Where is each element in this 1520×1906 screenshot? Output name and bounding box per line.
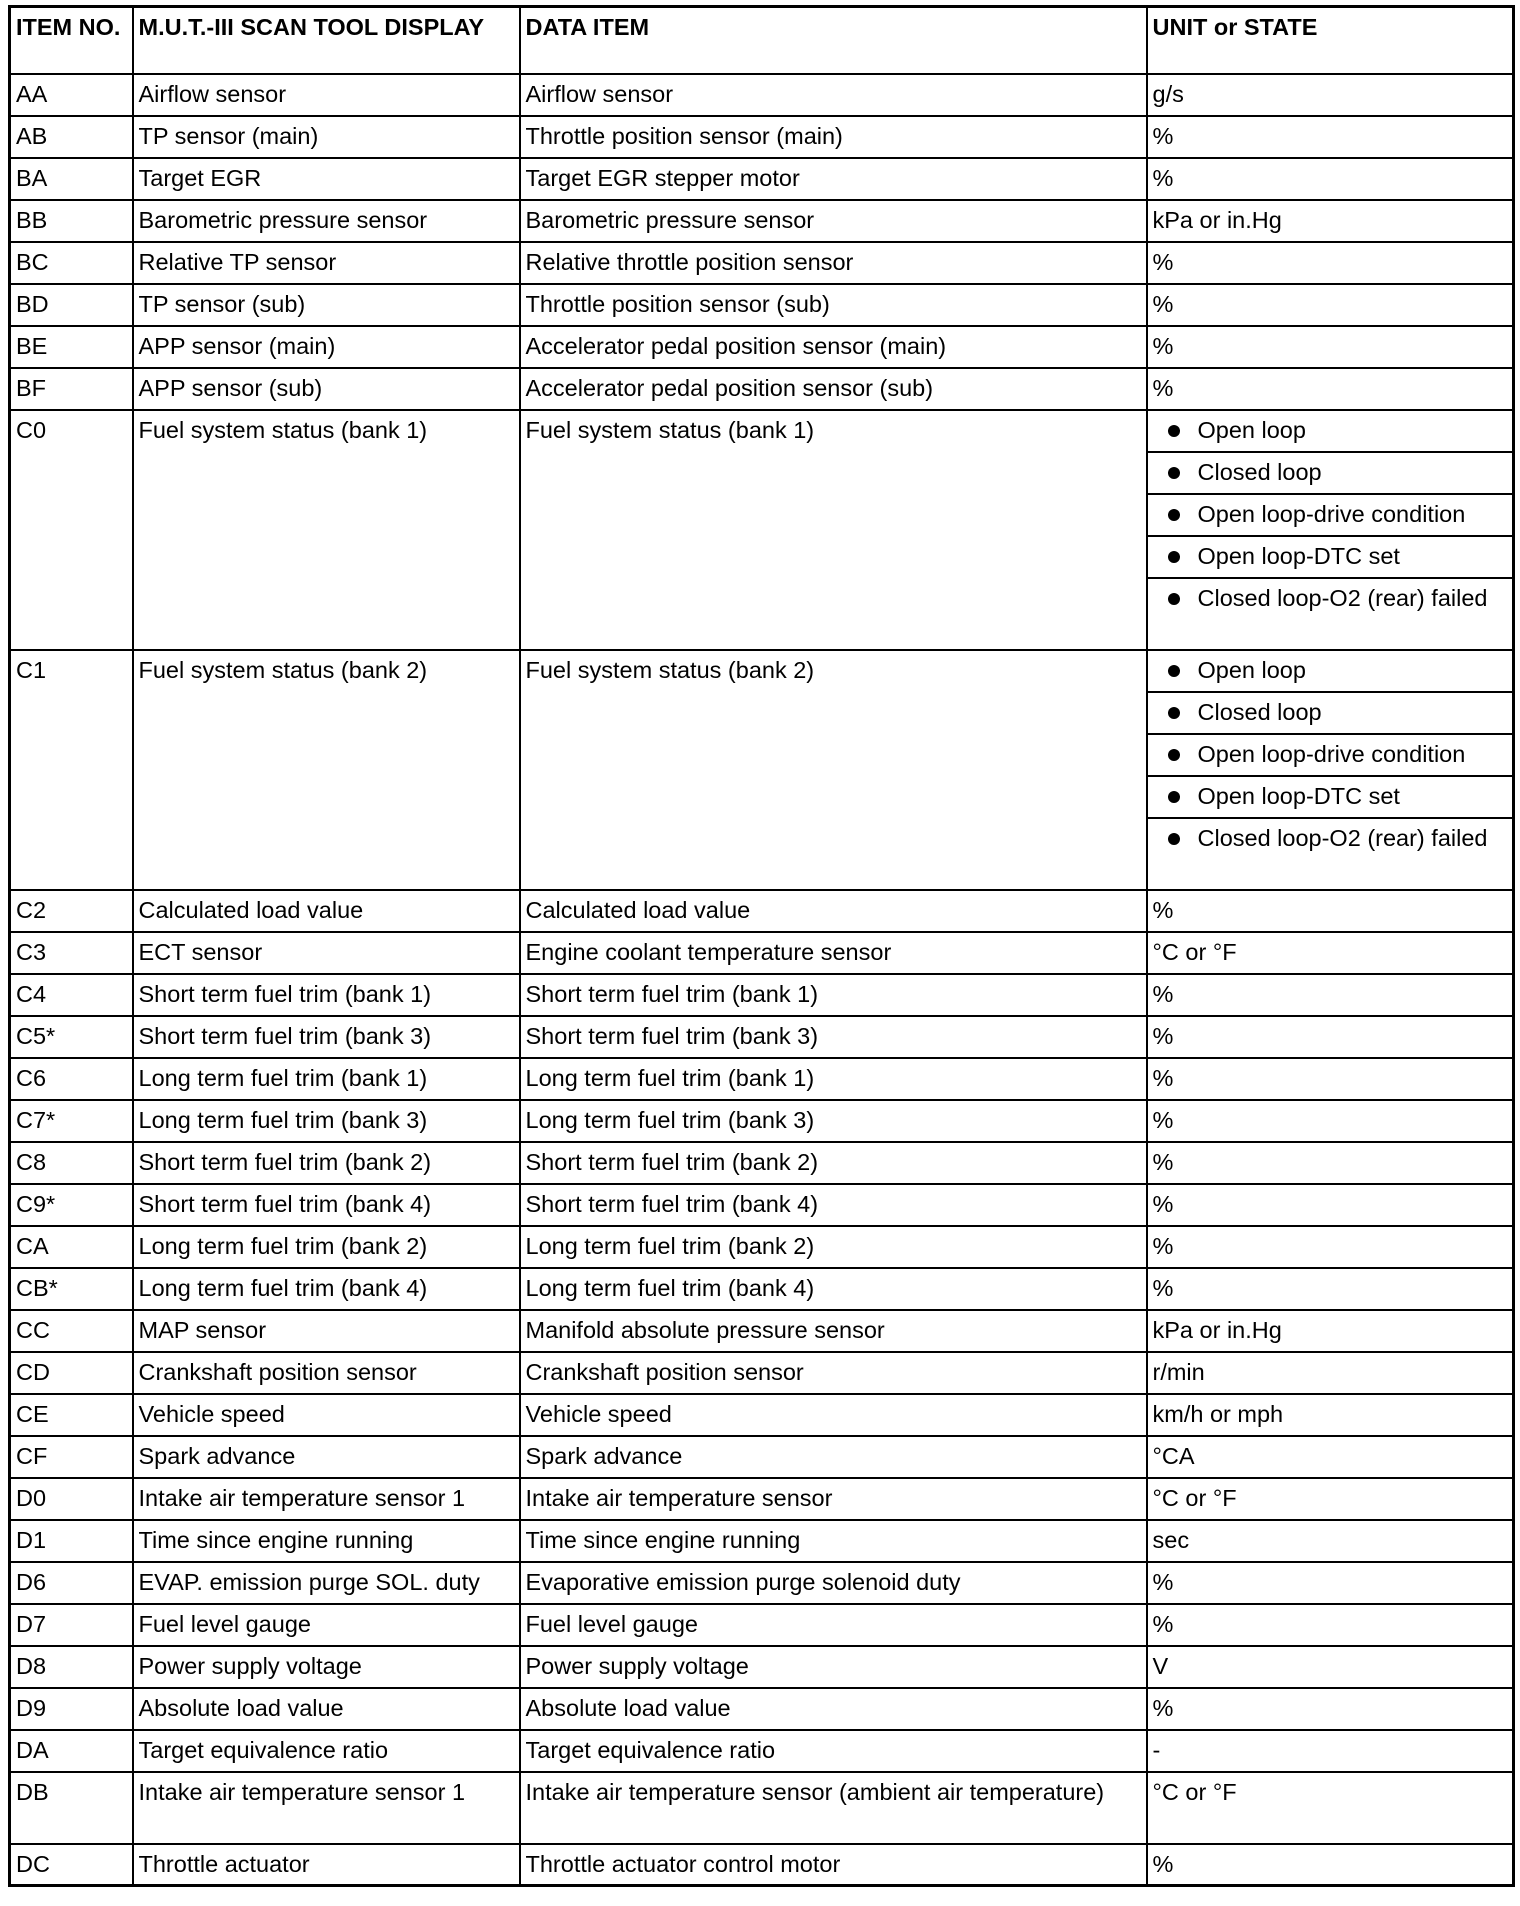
data-item-cell: Throttle position sensor (main)	[520, 116, 1147, 158]
display-cell: Intake air temperature sensor 1	[133, 1478, 520, 1520]
data-item-cell: Long term fuel trim (bank 1)	[520, 1058, 1147, 1100]
display-cell: Calculated load value	[133, 890, 520, 932]
data-item-cell: Long term fuel trim (bank 3)	[520, 1100, 1147, 1142]
table-row	[10, 284, 1514, 326]
state-item	[1168, 584, 1507, 613]
unit-cell: %	[1147, 1844, 1514, 1886]
item-no-cell: CF	[10, 1436, 133, 1478]
display-cell: Long term fuel trim (bank 4)	[133, 1268, 520, 1310]
header-item-no: ITEM NO.	[10, 7, 133, 74]
data-item-cell: Engine coolant temperature sensor	[520, 932, 1147, 974]
data-item-cell: Barometric pressure sensor	[520, 200, 1147, 242]
table-row	[10, 1058, 1514, 1100]
state-label: Closed loop-O2 (rear) failed	[1197, 584, 1488, 611]
table-row	[10, 1688, 1514, 1730]
data-item-cell: Long term fuel trim (bank 2)	[520, 1226, 1147, 1268]
table-row	[10, 1100, 1514, 1142]
header-display: M.U.T.-III SCAN TOOL DISPLAY	[133, 7, 520, 74]
display-cell: Time since engine running	[133, 1520, 520, 1562]
item-no-cell: BA	[10, 158, 133, 200]
display-cell: Long term fuel trim (bank 1)	[133, 1058, 520, 1100]
bullet-icon	[1168, 467, 1180, 479]
table-row	[10, 116, 1514, 158]
table-row	[10, 158, 1514, 200]
display-cell: TP sensor (main)	[133, 116, 520, 158]
data-item-cell: Accelerator pedal position sensor (sub)	[520, 368, 1147, 410]
unit-cell: %	[1147, 1688, 1514, 1730]
display-cell: Relative TP sensor	[133, 242, 520, 284]
item-no-cell: C6	[10, 1058, 133, 1100]
state-cell	[1147, 776, 1514, 818]
header-unit: UNIT or STATE	[1147, 7, 1514, 74]
data-item-cell: Target EGR stepper motor	[520, 158, 1147, 200]
display-cell: Vehicle speed	[133, 1394, 520, 1436]
item-no-cell: BF	[10, 368, 133, 410]
table-row	[10, 74, 1514, 116]
state-cell	[1147, 410, 1514, 452]
state-label: Open loop	[1197, 656, 1306, 683]
display-cell: Power supply voltage	[133, 1646, 520, 1688]
table-row	[10, 1604, 1514, 1646]
table-row	[10, 1352, 1514, 1394]
item-no-cell: D9	[10, 1688, 133, 1730]
bullet-icon	[1168, 509, 1180, 521]
item-no-cell: D8	[10, 1646, 133, 1688]
unit-cell: %	[1147, 1100, 1514, 1142]
state-item	[1168, 416, 1507, 445]
display-cell: MAP sensor	[133, 1310, 520, 1352]
state-cell	[1147, 650, 1514, 692]
unit-cell: °C or °F	[1147, 1772, 1514, 1844]
data-item-cell: Absolute load value	[520, 1688, 1147, 1730]
bullet-icon	[1168, 551, 1180, 563]
unit-cell: %	[1147, 284, 1514, 326]
state-label: Open loop-drive condition	[1197, 740, 1466, 767]
data-item-cell: Crankshaft position sensor	[520, 1352, 1147, 1394]
unit-cell: sec	[1147, 1520, 1514, 1562]
data-item-cell: Fuel level gauge	[520, 1604, 1147, 1646]
unit-cell: %	[1147, 1184, 1514, 1226]
display-cell: Long term fuel trim (bank 2)	[133, 1226, 520, 1268]
unit-cell: %	[1147, 326, 1514, 368]
data-item-cell: Evaporative emission purge solenoid duty	[520, 1562, 1147, 1604]
item-no-cell: BD	[10, 284, 133, 326]
data-item-cell: Vehicle speed	[520, 1394, 1147, 1436]
item-no-cell: DC	[10, 1844, 133, 1886]
unit-cell: kPa or in.Hg	[1147, 1310, 1514, 1352]
state-label: Open loop-DTC set	[1197, 542, 1400, 569]
display-cell: Long term fuel trim (bank 3)	[133, 1100, 520, 1142]
data-item-cell: Short term fuel trim (bank 1)	[520, 974, 1147, 1016]
item-no-cell: D7	[10, 1604, 133, 1646]
bullet-icon	[1168, 833, 1180, 845]
data-item-cell: Power supply voltage	[520, 1646, 1147, 1688]
bullet-icon	[1168, 707, 1180, 719]
bullet-icon	[1168, 665, 1180, 677]
unit-cell: %	[1147, 974, 1514, 1016]
unit-cell: r/min	[1147, 1352, 1514, 1394]
spec-table-wrapper	[8, 5, 1515, 1887]
bullet-icon	[1168, 593, 1180, 605]
item-no-cell: DA	[10, 1730, 133, 1772]
table-header	[10, 7, 1514, 74]
table-body	[10, 74, 1514, 1886]
state-cell	[1147, 818, 1514, 890]
display-cell: Fuel system status (bank 1)	[133, 410, 520, 650]
item-no-cell: AA	[10, 74, 133, 116]
item-no-cell: AB	[10, 116, 133, 158]
unit-cell: km/h or mph	[1147, 1394, 1514, 1436]
display-cell: Spark advance	[133, 1436, 520, 1478]
unit-cell: g/s	[1147, 74, 1514, 116]
display-cell: Short term fuel trim (bank 2)	[133, 1142, 520, 1184]
data-item-cell: Long term fuel trim (bank 4)	[520, 1268, 1147, 1310]
state-item	[1168, 698, 1507, 727]
unit-cell: %	[1147, 158, 1514, 200]
item-no-cell: DB	[10, 1772, 133, 1844]
item-no-cell: D1	[10, 1520, 133, 1562]
display-cell: APP sensor (sub)	[133, 368, 520, 410]
item-no-cell: C5*	[10, 1016, 133, 1058]
unit-cell: °CA	[1147, 1436, 1514, 1478]
table-row	[10, 1016, 1514, 1058]
item-no-cell: CA	[10, 1226, 133, 1268]
display-cell: ECT sensor	[133, 932, 520, 974]
item-no-cell: C1	[10, 650, 133, 890]
table-row	[10, 1436, 1514, 1478]
unit-cell: %	[1147, 1016, 1514, 1058]
state-item	[1168, 542, 1507, 571]
state-label: Closed loop	[1197, 458, 1322, 485]
state-item	[1168, 782, 1507, 811]
unit-cell: °C or °F	[1147, 932, 1514, 974]
data-item-cell: Accelerator pedal position sensor (main)	[520, 326, 1147, 368]
table-row	[10, 1844, 1514, 1886]
state-item	[1168, 824, 1507, 853]
unit-cell: %	[1147, 1604, 1514, 1646]
state-cell	[1147, 452, 1514, 494]
table-row	[10, 1226, 1514, 1268]
state-label: Closed loop	[1197, 698, 1322, 725]
data-item-cell: Intake air temperature sensor (ambient air temperature)	[520, 1772, 1147, 1844]
unit-cell: %	[1147, 1562, 1514, 1604]
display-cell: Target equivalence ratio	[133, 1730, 520, 1772]
table-row	[10, 1646, 1514, 1688]
display-cell: Intake air temperature sensor 1	[133, 1772, 520, 1844]
state-cell	[1147, 536, 1514, 578]
table-row	[10, 1478, 1514, 1520]
data-item-cell: Time since engine running	[520, 1520, 1147, 1562]
display-cell: Target EGR	[133, 158, 520, 200]
state-label: Open loop-DTC set	[1197, 782, 1400, 809]
table-row	[10, 974, 1514, 1016]
state-item	[1168, 500, 1507, 529]
display-cell: Throttle actuator	[133, 1844, 520, 1886]
display-cell: TP sensor (sub)	[133, 284, 520, 326]
unit-cell: %	[1147, 1268, 1514, 1310]
display-cell: Short term fuel trim (bank 4)	[133, 1184, 520, 1226]
bullet-icon	[1168, 791, 1180, 803]
table-row	[10, 1184, 1514, 1226]
state-label: Open loop	[1197, 416, 1306, 443]
item-no-cell: C4	[10, 974, 133, 1016]
bullet-icon	[1168, 749, 1180, 761]
display-cell: Crankshaft position sensor	[133, 1352, 520, 1394]
item-no-cell: BB	[10, 200, 133, 242]
display-cell: Fuel level gauge	[133, 1604, 520, 1646]
item-no-cell: BE	[10, 326, 133, 368]
unit-cell: %	[1147, 242, 1514, 284]
item-no-cell: CC	[10, 1310, 133, 1352]
table-row	[10, 932, 1514, 974]
data-item-cell: Intake air temperature sensor	[520, 1478, 1147, 1520]
data-item-cell: Fuel system status (bank 2)	[520, 650, 1147, 890]
item-no-cell: D6	[10, 1562, 133, 1604]
state-cell	[1147, 734, 1514, 776]
display-cell: Fuel system status (bank 2)	[133, 650, 520, 890]
state-item	[1168, 656, 1507, 685]
unit-cell: %	[1147, 1226, 1514, 1268]
scan-tool-data-table	[8, 5, 1515, 1887]
state-cell	[1147, 578, 1514, 650]
unit-cell: %	[1147, 1058, 1514, 1100]
state-cell	[1147, 494, 1514, 536]
unit-cell: kPa or in.Hg	[1147, 200, 1514, 242]
table-row	[10, 1394, 1514, 1436]
item-no-cell: C7*	[10, 1100, 133, 1142]
header-data-item: DATA ITEM	[520, 7, 1147, 74]
item-no-cell: C8	[10, 1142, 133, 1184]
table-row	[10, 410, 1514, 452]
data-item-cell: Relative throttle position sensor	[520, 242, 1147, 284]
unit-cell: V	[1147, 1646, 1514, 1688]
table-row	[10, 1142, 1514, 1184]
table-row	[10, 1310, 1514, 1352]
table-row	[10, 242, 1514, 284]
display-cell: Short term fuel trim (bank 1)	[133, 974, 520, 1016]
data-item-cell: Calculated load value	[520, 890, 1147, 932]
item-no-cell: CB*	[10, 1268, 133, 1310]
item-no-cell: C9*	[10, 1184, 133, 1226]
item-no-cell: D0	[10, 1478, 133, 1520]
item-no-cell: C2	[10, 890, 133, 932]
unit-cell: -	[1147, 1730, 1514, 1772]
state-item	[1168, 740, 1507, 769]
bullet-icon	[1168, 425, 1180, 437]
display-cell: Airflow sensor	[133, 74, 520, 116]
unit-cell: %	[1147, 116, 1514, 158]
data-item-cell: Short term fuel trim (bank 2)	[520, 1142, 1147, 1184]
display-cell: APP sensor (main)	[133, 326, 520, 368]
item-no-cell: CD	[10, 1352, 133, 1394]
unit-cell: %	[1147, 890, 1514, 932]
data-item-cell: Throttle position sensor (sub)	[520, 284, 1147, 326]
data-item-cell: Fuel system status (bank 1)	[520, 410, 1147, 650]
state-cell	[1147, 692, 1514, 734]
display-cell: Barometric pressure sensor	[133, 200, 520, 242]
table-row	[10, 1562, 1514, 1604]
table-row	[10, 368, 1514, 410]
table-row	[10, 200, 1514, 242]
item-no-cell: CE	[10, 1394, 133, 1436]
table-row	[10, 1268, 1514, 1310]
table-row	[10, 1772, 1514, 1844]
unit-cell: %	[1147, 368, 1514, 410]
state-item	[1168, 458, 1507, 487]
table-row	[10, 1730, 1514, 1772]
item-no-cell: C3	[10, 932, 133, 974]
state-label: Open loop-drive condition	[1197, 500, 1466, 527]
table-row	[10, 326, 1514, 368]
table-row	[10, 650, 1514, 692]
state-label: Closed loop-O2 (rear) failed	[1197, 824, 1488, 851]
display-cell: Short term fuel trim (bank 3)	[133, 1016, 520, 1058]
data-item-cell: Short term fuel trim (bank 3)	[520, 1016, 1147, 1058]
unit-cell: %	[1147, 1142, 1514, 1184]
display-cell: EVAP. emission purge SOL. duty	[133, 1562, 520, 1604]
data-item-cell: Manifold absolute pressure sensor	[520, 1310, 1147, 1352]
data-item-cell: Spark advance	[520, 1436, 1147, 1478]
table-row	[10, 890, 1514, 932]
item-no-cell: C0	[10, 410, 133, 650]
unit-cell: °C or °F	[1147, 1478, 1514, 1520]
data-item-cell: Target equivalence ratio	[520, 1730, 1147, 1772]
table-row	[10, 1520, 1514, 1562]
data-item-cell: Throttle actuator control motor	[520, 1844, 1147, 1886]
data-item-cell: Airflow sensor	[520, 74, 1147, 116]
item-no-cell: BC	[10, 242, 133, 284]
data-item-cell: Short term fuel trim (bank 4)	[520, 1184, 1147, 1226]
display-cell: Absolute load value	[133, 1688, 520, 1730]
